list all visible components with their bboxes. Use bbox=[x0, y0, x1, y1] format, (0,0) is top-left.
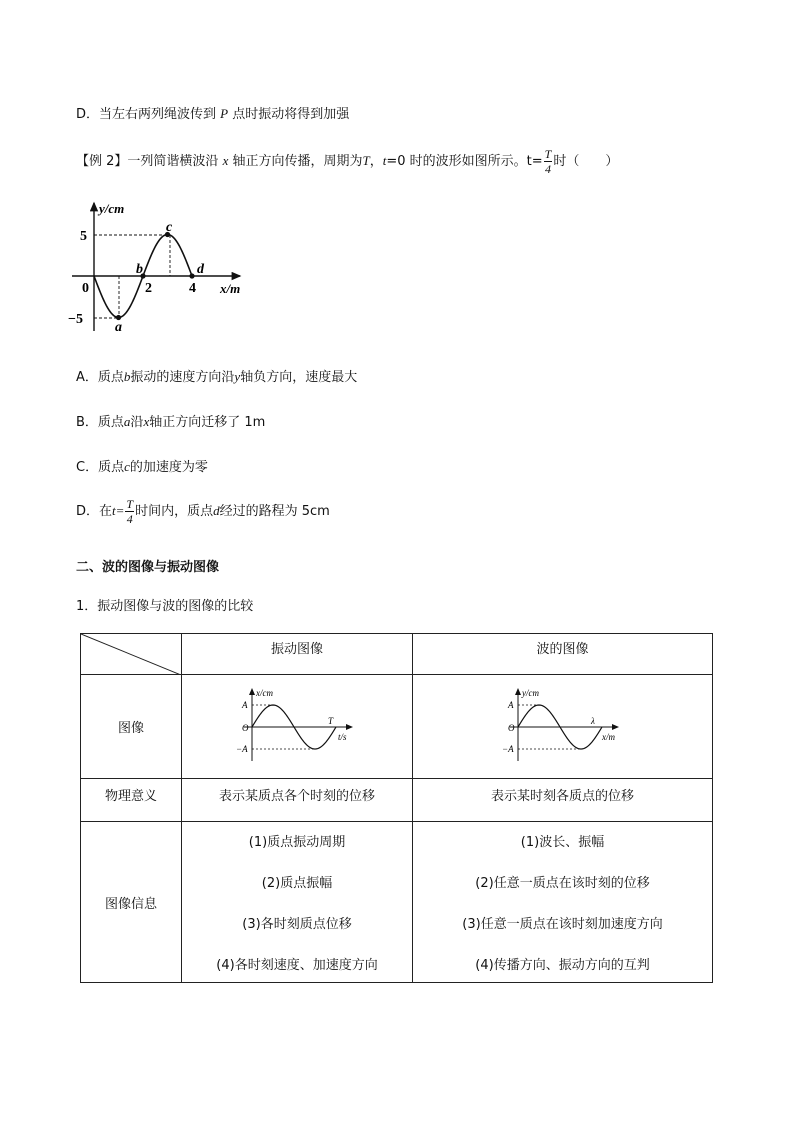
header-vibration: 振动图像 bbox=[182, 634, 413, 675]
point-label-a: a bbox=[115, 320, 122, 335]
svg-text:x/m: x/m bbox=[601, 731, 615, 742]
example-tag: 【例 2】 bbox=[76, 154, 128, 169]
svg-text:−A: −A bbox=[236, 743, 248, 754]
row-label-info: 图像信息 bbox=[81, 822, 182, 983]
header-wave: 波的图像 bbox=[413, 634, 713, 675]
comparison-table bbox=[80, 633, 713, 983]
wave-graph-cell bbox=[413, 675, 713, 779]
vibration-graph bbox=[232, 685, 362, 765]
wave-figure bbox=[60, 195, 260, 340]
svg-text:λ: λ bbox=[590, 715, 595, 726]
wave-graph bbox=[498, 685, 628, 765]
option-c: C．质点c的加速度为零 bbox=[76, 459, 208, 475]
svg-text:y/cm: y/cm bbox=[521, 687, 539, 698]
row-label-meaning: 物理意义 bbox=[81, 779, 182, 822]
y-tick-5: 5 bbox=[80, 229, 87, 244]
meaning-vibration: 表示某质点各个时刻的位移 bbox=[182, 779, 413, 822]
svg-text:O: O bbox=[507, 722, 514, 733]
option-d: D．在t= $\frac{T}{4}$ 时间内，质点d经过的路程为 5cm bbox=[76, 497, 330, 526]
prev-option-d: D．当左右两列绳波传到 P 点时振动将得到加强 bbox=[76, 106, 350, 122]
vibration-graph-cell bbox=[182, 675, 413, 779]
svg-text:A: A bbox=[507, 699, 513, 710]
subsection-title: 1．振动图像与波的图像的比较 bbox=[76, 599, 254, 614]
point-label-b: b bbox=[136, 262, 143, 277]
option-b: B．质点a沿x轴正方向迁移了 1m bbox=[76, 414, 266, 430]
corner-cell bbox=[81, 634, 182, 675]
x-tick-2: 2 bbox=[145, 281, 152, 296]
fraction-t-over-4: $\frac{T}{4}$ bbox=[126, 497, 134, 526]
point-label-c: c bbox=[166, 220, 173, 235]
y-axis-label: y/cm bbox=[99, 201, 125, 216]
x-axis-label: x/m bbox=[220, 281, 241, 296]
example-stem: 【例 2】一列简谐横波沿 x 轴正方向传播，周期为T，t=0 时的波形如图所示。t= $\frac{T}{4}$ 时（ ） bbox=[76, 147, 619, 176]
point-label-d: d bbox=[197, 262, 204, 277]
info-vibration: (1)质点振动周期 (2)质点振幅 (3)各时刻质点位移 (4)各时刻速度、加速度方向 bbox=[182, 822, 413, 983]
x-tick-4: 4 bbox=[189, 281, 196, 296]
point-d bbox=[189, 273, 194, 278]
svg-text:−A: −A bbox=[501, 743, 514, 754]
meaning-wave: 表示某时刻各质点的位移 bbox=[413, 779, 713, 822]
option-a: A．质点b振动的速度方向沿y轴负方向，速度最大 bbox=[76, 369, 358, 385]
y-tick-neg5: −5 bbox=[68, 312, 83, 327]
info-wave: (1)波长、振幅 (2)任意一质点在该时刻的位移 (3)任意一质点在该时刻加速度方向 (4)传播方向、振动方向的互判 bbox=[413, 822, 713, 983]
svg-text:O: O bbox=[242, 722, 249, 733]
svg-text:x/cm: x/cm bbox=[256, 687, 273, 698]
section-title: 二、波的图像与振动图像 bbox=[76, 560, 220, 575]
origin-label: 0 bbox=[82, 281, 89, 296]
fraction-t-over-4: $\frac{T}{4}$ bbox=[544, 147, 552, 176]
svg-text:t/s: t/s bbox=[338, 731, 347, 742]
row-label-image: 图像 bbox=[81, 675, 182, 779]
svg-text:A: A bbox=[242, 699, 248, 710]
svg-text:T: T bbox=[328, 715, 334, 726]
